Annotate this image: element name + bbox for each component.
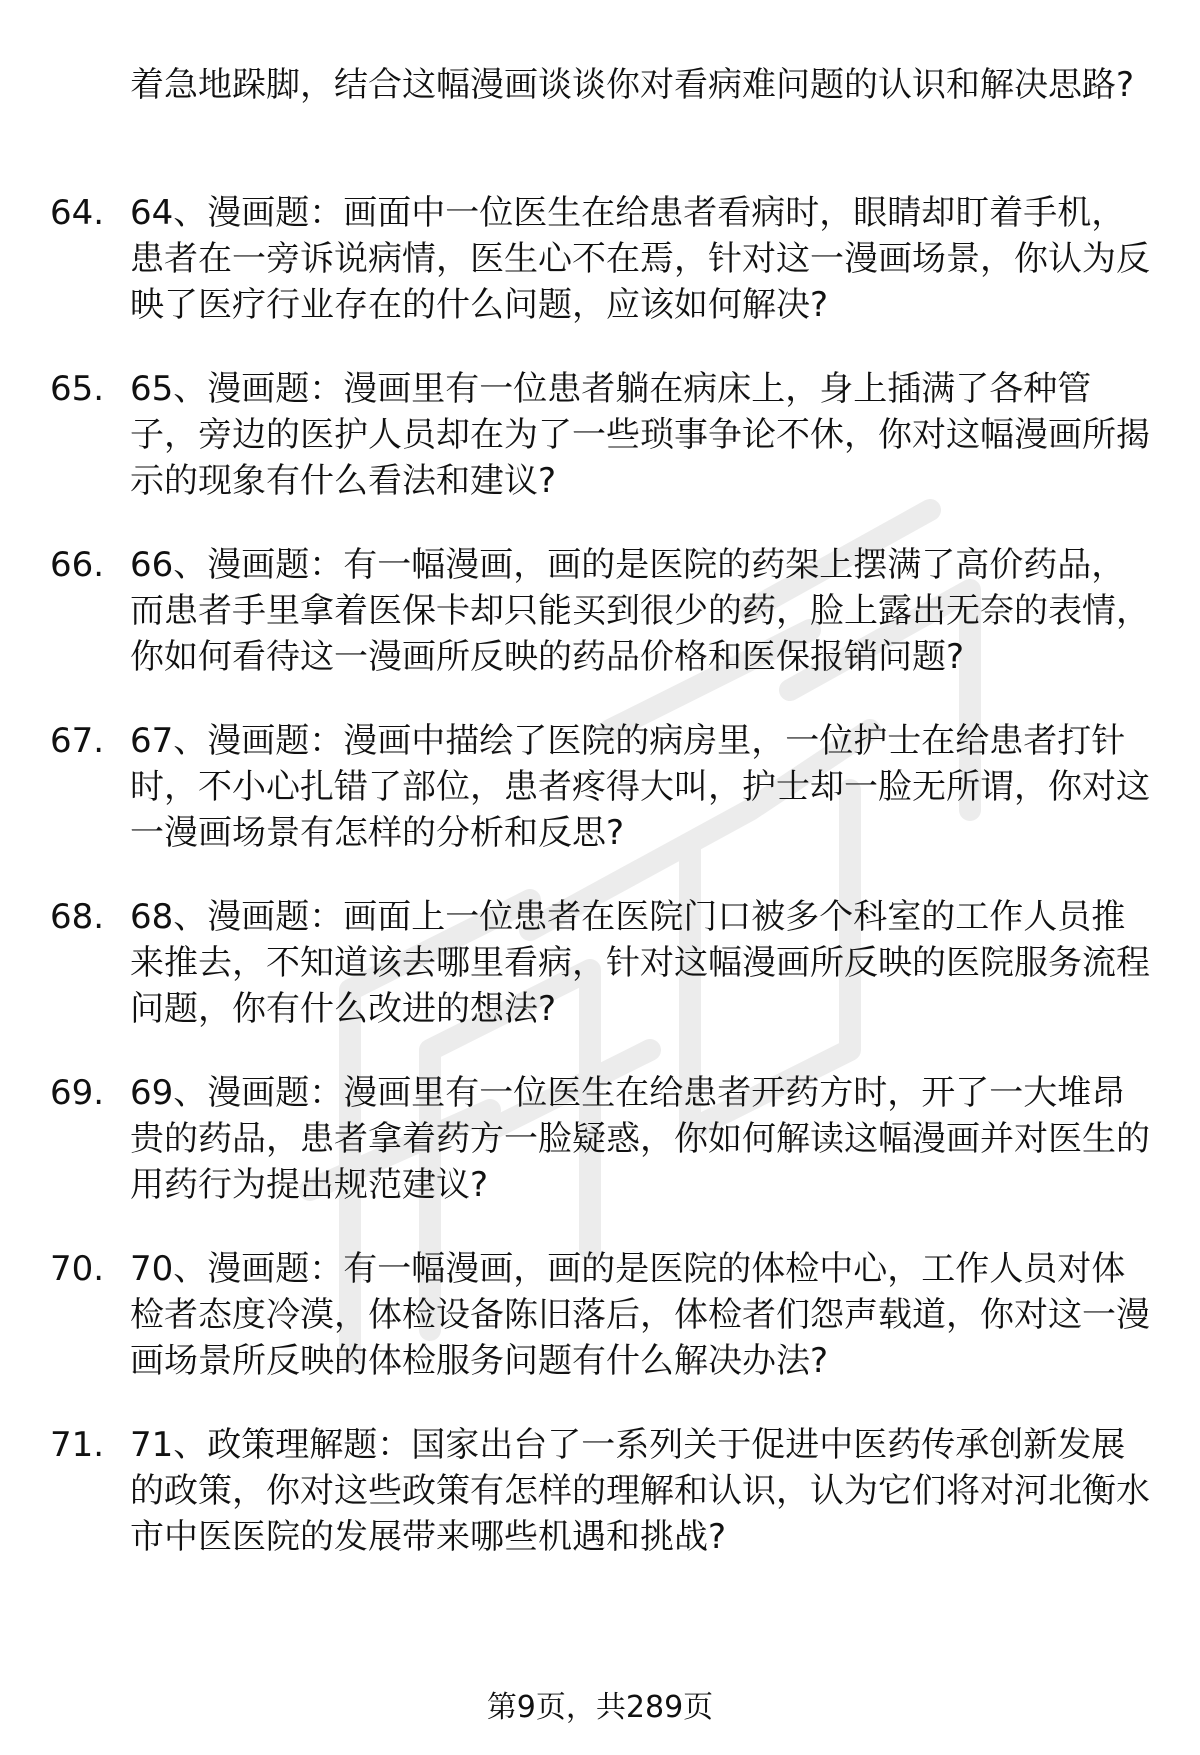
question-item <box>50 1422 1150 1560</box>
question-list <box>50 190 1150 1598</box>
question-text: 64、漫画题：画面中一位医生在给患者看病时，眼睛却盯着手机，患者在一旁诉说病情，医生心不在焉，针对这一漫画场景，你认为反映了医疗行业存在的什么问题，应该如何解决? <box>130 193 1150 325</box>
question-text: 69、漫画题：漫画里有一位医生在给患者开药方时，开了一大堆昂贵的药品，患者拿着药方一脸疑惑，你如何解读这幅漫画并对医生的用药行为提出规范建议? <box>130 1073 1150 1205</box>
question-item <box>50 1246 1150 1384</box>
question-number: 68. <box>50 897 105 937</box>
question-text: 71、政策理解题：国家出台了一系列关于促进中医药传承创新发展的政策，你对这些政策有怎样的理解和认识，认为它们将对河北衡水市中医医院的发展带来哪些机遇和挑战? <box>130 1425 1150 1557</box>
question-item <box>50 366 1150 504</box>
question-text: 68、漫画题：画面上一位患者在医院门口被多个科室的工作人员推来推去，不知道该去哪里看病，针对这幅漫画所反映的医院服务流程问题，你有什么改进的想法? <box>130 897 1150 1029</box>
continuation-paragraph: 着急地跺脚，结合这幅漫画谈谈你对看病难问题的认识和解决思路? <box>130 65 1135 105</box>
question-number: 70. <box>50 1249 105 1289</box>
question-number: 69. <box>50 1073 105 1113</box>
question-text: 70、漫画题：有一幅漫画，画的是医院的体检中心，工作人员对体检者态度冷漠，体检设备陈旧落后，体检者们怨声载道，你对这一漫画场景所反映的体检服务问题有什么解决办法? <box>130 1249 1150 1381</box>
question-item <box>50 542 1150 680</box>
question-item <box>50 1070 1150 1208</box>
question-text: 66、漫画题：有一幅漫画，画的是医院的药架上摆满了高价药品，而患者手里拿着医保卡却只能买到很少的药，脸上露出无奈的表情，你如何看待这一漫画所反映的药品价格和医保报销问题? <box>130 545 1150 677</box>
page-footer: 第9页，共289页 <box>486 1690 714 1725</box>
question-text: 65、漫画题：漫画里有一位患者躺在病床上，身上插满了各种管子，旁边的医护人员却在为了一些琐事争论不休，你对这幅漫画所揭示的现象有什么看法和建议? <box>130 369 1150 501</box>
question-number: 67. <box>50 721 105 761</box>
question-number: 64. <box>50 193 105 233</box>
question-number: 65. <box>50 369 105 409</box>
question-number: 71. <box>50 1425 105 1465</box>
question-item <box>50 718 1150 856</box>
question-item <box>50 190 1150 328</box>
question-item <box>50 894 1150 1032</box>
question-number: 66. <box>50 545 105 585</box>
question-text: 67、漫画题：漫画中描绘了医院的病房里，一位护士在给患者打针时，不小心扎错了部位，患者疼得大叫，护士却一脸无所谓，你对这一漫画场景有怎样的分析和反思? <box>130 721 1150 853</box>
